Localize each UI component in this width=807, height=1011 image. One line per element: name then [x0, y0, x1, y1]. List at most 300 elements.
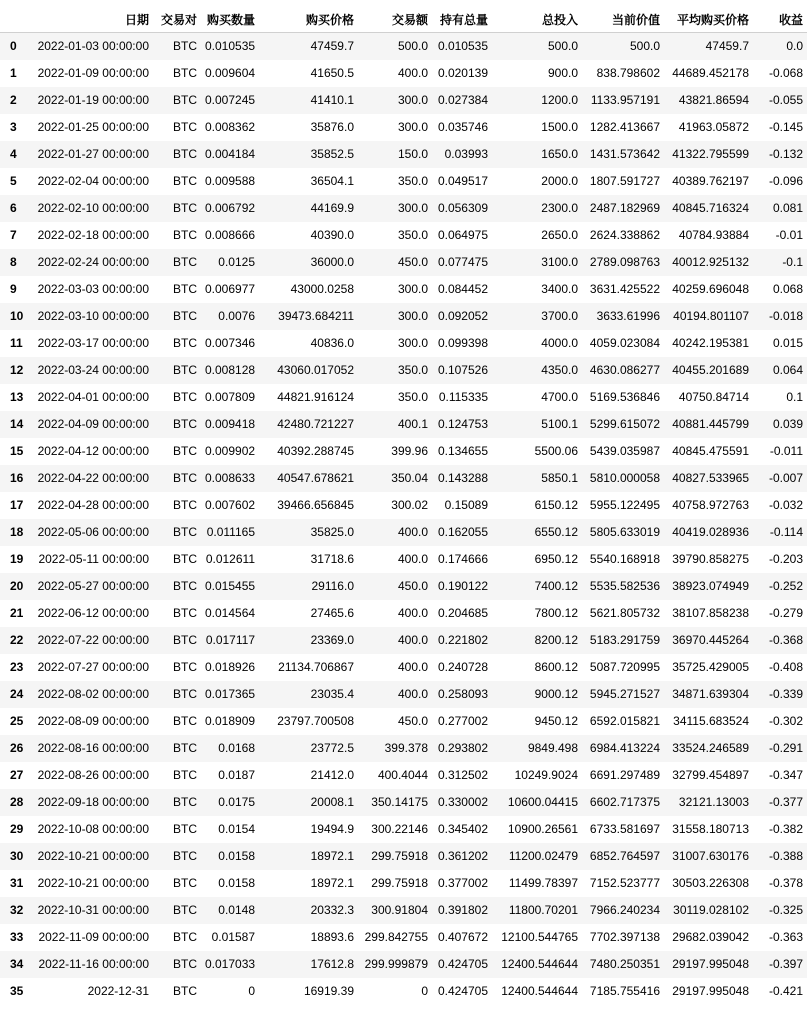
- table-cell: 0.107526: [437, 363, 488, 377]
- row-index: 20: [10, 579, 24, 593]
- row-index: 15: [10, 444, 24, 458]
- table-cell: 7152.523777: [589, 876, 660, 890]
- row-index: 26: [10, 741, 24, 755]
- table-cell: 300.02: [391, 498, 428, 512]
- table-cell: 0.115335: [438, 390, 488, 404]
- table-cell: 2022-12-31: [87, 984, 149, 998]
- table-cell: 2022-04-09 00:00:00: [37, 417, 149, 431]
- table-cell: BTC: [173, 39, 197, 54]
- row-index: 34: [10, 957, 24, 971]
- table-cell: 10900.26561: [507, 822, 578, 836]
- table-cell: 38923.074949: [672, 579, 749, 593]
- table-cell: 299.999879: [364, 957, 428, 971]
- table-cell: -0.388: [768, 849, 803, 863]
- table-cell: 2022-05-27 00:00:00: [37, 579, 149, 593]
- table-cell: 2487.182969: [589, 201, 660, 215]
- table-cell: 6602.717375: [589, 795, 660, 809]
- table-cell: 0.377002: [437, 876, 488, 890]
- table-cell: 6691.297489: [589, 768, 660, 782]
- table-cell: 11200.02479: [508, 849, 578, 863]
- table-cell: 5500.06: [534, 444, 578, 458]
- table-cell: 5087.720995: [589, 660, 660, 674]
- table-cell: 19494.9: [310, 822, 354, 836]
- table-cell: 2022-02-24 00:00:00: [37, 255, 149, 269]
- table-cell: BTC: [173, 228, 197, 242]
- table-cell: 2022-03-17 00:00:00: [37, 336, 149, 350]
- table-cell: 0.143288: [437, 471, 488, 485]
- column-header: 总投入: [492, 6, 582, 33]
- row-index: 25: [10, 714, 24, 728]
- table-cell: 0.1: [786, 390, 803, 404]
- table-cell: 5805.633019: [589, 525, 660, 539]
- table-cell: 7800.12: [534, 606, 578, 620]
- table-row: [0, 978, 807, 1005]
- table-row: [0, 762, 807, 789]
- table-cell: 0.064975: [437, 228, 488, 242]
- table-cell: 0: [421, 984, 428, 998]
- table-cell: 0.293802: [437, 741, 488, 755]
- table-cell: -0.291: [768, 741, 803, 755]
- table-cell: 30503.226308: [672, 876, 749, 890]
- table-cell: 40392.288745: [277, 444, 354, 458]
- table-cell: 0.064: [772, 363, 803, 377]
- table-cell: 0.010535: [437, 39, 488, 54]
- table-cell: 35725.429005: [672, 660, 749, 674]
- table-cell: -0.068: [768, 66, 803, 80]
- table-cell: 0.008362: [205, 120, 256, 134]
- table-row: [0, 195, 807, 222]
- table-cell: BTC: [173, 768, 197, 782]
- table-cell: 2022-10-31 00:00:00: [37, 903, 149, 917]
- table-cell: 6733.581697: [589, 822, 660, 836]
- table-cell: 34115.683524: [673, 714, 749, 728]
- table-cell: 0.361202: [437, 849, 488, 863]
- table-row: [0, 600, 807, 627]
- table-cell: -0.421: [768, 984, 803, 998]
- table-row: [0, 654, 807, 681]
- table-cell: 9849.498: [527, 741, 578, 755]
- table-cell: -0.397: [768, 957, 803, 971]
- table-cell: -0.279: [768, 606, 803, 620]
- table-cell: 5850.1: [541, 471, 578, 485]
- table-cell: 299.75918: [371, 876, 428, 890]
- table-cell: 0.020139: [437, 66, 488, 80]
- table-cell: 41410.1: [310, 93, 354, 107]
- table-cell: BTC: [173, 336, 197, 350]
- table-cell: 0.0187: [218, 768, 255, 782]
- table-cell: 20008.1: [310, 795, 354, 809]
- table-cell: 400.0: [397, 606, 428, 620]
- table-cell: 2022-07-22 00:00:00: [37, 633, 149, 647]
- table-cell: 1282.413667: [589, 120, 660, 134]
- table-cell: 0.0168: [218, 741, 255, 755]
- table-cell: BTC: [173, 741, 197, 755]
- table-cell: 21134.706867: [278, 660, 354, 674]
- table-row: [0, 546, 807, 573]
- row-index: 5: [10, 174, 17, 188]
- table-cell: BTC: [173, 120, 197, 134]
- table-row: [0, 303, 807, 330]
- table-row: [0, 60, 807, 87]
- table-cell: 0.0125: [218, 255, 255, 269]
- row-index: 35: [10, 984, 24, 998]
- table-cell: 0.010535: [205, 39, 256, 54]
- table-cell: 40389.762197: [672, 174, 749, 188]
- table-cell: 2022-01-27 00:00:00: [37, 147, 149, 161]
- table-row: [0, 816, 807, 843]
- table-row: [0, 519, 807, 546]
- table-cell: 40419.028936: [672, 525, 749, 539]
- table-cell: 21412.0: [310, 768, 354, 782]
- table-cell: 40194.801107: [673, 309, 749, 323]
- table-cell: 0.049517: [437, 174, 488, 188]
- table-cell: 31007.630176: [672, 849, 749, 863]
- table-cell: -0.302: [768, 714, 803, 728]
- row-index: 28: [10, 795, 24, 809]
- table-cell: 400.0: [397, 525, 428, 539]
- table-cell: 0.312502: [437, 768, 488, 782]
- table-cell: BTC: [173, 93, 197, 107]
- table-row: [0, 87, 807, 114]
- table-row: [0, 465, 807, 492]
- table-cell: -0.368: [768, 633, 803, 647]
- table-cell: 5183.291759: [589, 633, 660, 647]
- table-cell: 0.007245: [205, 93, 256, 107]
- table-cell: 0.006792: [205, 201, 256, 215]
- table-cell: 400.0: [397, 687, 428, 701]
- table-cell: 4700.0: [541, 390, 578, 404]
- table-cell: BTC: [173, 930, 197, 944]
- table-cell: 5439.035987: [589, 444, 660, 458]
- table-cell: BTC: [173, 903, 197, 917]
- row-index: 19: [10, 552, 24, 566]
- table-cell: -0.363: [768, 930, 803, 944]
- table-cell: BTC: [173, 147, 197, 161]
- table-cell: -0.011: [769, 444, 803, 458]
- table-cell: 0.068: [772, 282, 803, 296]
- table-cell: 18972.1: [310, 876, 354, 890]
- row-index: 31: [10, 876, 24, 890]
- column-header: 购买价格: [259, 6, 358, 33]
- row-index: 10: [10, 309, 24, 323]
- table-cell: 350.14175: [371, 795, 428, 809]
- table-cell: 2300.0: [541, 201, 578, 215]
- table-row: [0, 411, 807, 438]
- table-cell: 0.162055: [437, 525, 488, 539]
- table-cell: 0.017033: [205, 957, 256, 971]
- table-cell: 0: [248, 984, 255, 998]
- table-cell: 0.081: [772, 201, 803, 215]
- table-cell: 40259.696048: [672, 282, 749, 296]
- table-cell: BTC: [173, 579, 197, 593]
- table-row: [0, 870, 807, 897]
- table-cell: 450.0: [397, 579, 428, 593]
- table-cell: 39473.684211: [278, 309, 354, 323]
- table-cell: 2022-04-01 00:00:00: [37, 390, 149, 404]
- table-cell: 11499.78397: [508, 876, 578, 890]
- table-cell: 0.004184: [205, 147, 256, 161]
- row-index: 1: [10, 66, 17, 80]
- table-cell: 0.006977: [205, 282, 256, 296]
- table-cell: 300.0: [397, 282, 428, 296]
- table-cell: 0.124753: [437, 417, 488, 431]
- table-cell: 40784.93884: [678, 228, 749, 242]
- table-cell: 4350.0: [541, 363, 578, 377]
- table-cell: 40390.0: [310, 228, 354, 242]
- table-cell: 0.391802: [437, 903, 488, 917]
- table-cell: 2022-01-19 00:00:00: [37, 93, 149, 107]
- table-cell: BTC: [173, 957, 197, 971]
- table-cell: 2022-11-16 00:00:00: [38, 957, 149, 971]
- table-cell: 2022-09-18 00:00:00: [37, 795, 149, 809]
- table-cell: BTC: [173, 660, 197, 674]
- table-cell: 5810.000058: [589, 471, 660, 485]
- row-index: 30: [10, 849, 24, 863]
- table-cell: 399.378: [384, 741, 428, 755]
- table-cell: 0.099398: [437, 336, 488, 350]
- table-row: [0, 276, 807, 303]
- table-cell: 4630.086277: [589, 363, 660, 377]
- table-cell: 0.134655: [437, 444, 488, 458]
- table-cell: 41322.795599: [672, 147, 749, 161]
- table-cell: BTC: [173, 363, 197, 377]
- table-cell: 0.330002: [437, 795, 488, 809]
- table-cell: 2022-01-25 00:00:00: [37, 120, 149, 134]
- table-cell: -0.203: [768, 552, 803, 566]
- row-index: 23: [10, 660, 24, 674]
- table-cell: 6852.764597: [589, 849, 660, 863]
- table-cell: 7702.397138: [589, 930, 660, 944]
- table-cell: 0.258093: [437, 687, 488, 701]
- column-header: 持有总量: [432, 6, 492, 33]
- row-index: 0: [10, 39, 17, 54]
- table-cell: 0.345402: [437, 822, 488, 836]
- table-row: [0, 330, 807, 357]
- table-cell: 9450.12: [534, 714, 578, 728]
- table-row: [0, 789, 807, 816]
- table-cell: 23797.700508: [277, 714, 354, 728]
- table-row: [0, 627, 807, 654]
- table-cell: 0.027384: [437, 93, 488, 107]
- table-cell: 2022-10-08 00:00:00: [37, 822, 149, 836]
- table-cell: -0.145: [768, 120, 803, 134]
- table-cell: 35825.0: [310, 525, 354, 539]
- table-cell: 0.084452: [437, 282, 488, 296]
- table-cell: 2022-01-09 00:00:00: [37, 66, 149, 80]
- table-cell: -0.096: [768, 174, 803, 188]
- table-cell: 39466.656845: [277, 498, 354, 512]
- table-cell: 0.009902: [205, 444, 256, 458]
- table-cell: BTC: [173, 282, 197, 296]
- table-cell: -0.114: [769, 525, 803, 539]
- table-cell: BTC: [173, 417, 197, 431]
- row-index: 12: [10, 363, 24, 377]
- table-cell: 47459.7: [310, 39, 354, 54]
- table-cell: 5299.615072: [589, 417, 660, 431]
- table-row: [0, 924, 807, 951]
- table-cell: -0.018: [768, 309, 803, 323]
- table-cell: 0.009418: [205, 417, 256, 431]
- table-cell: 2022-03-03 00:00:00: [37, 282, 149, 296]
- table-row: [0, 357, 807, 384]
- table-cell: 0.039: [772, 417, 803, 431]
- table-cell: 7400.12: [534, 579, 578, 593]
- table-cell: 300.91804: [371, 903, 428, 917]
- table-cell: 36000.0: [310, 255, 354, 269]
- table-cell: BTC: [173, 498, 197, 512]
- table-row: [0, 843, 807, 870]
- table-cell: 0.0076: [218, 309, 255, 323]
- row-index: 17: [10, 498, 24, 512]
- table-cell: 27465.6: [310, 606, 354, 620]
- table-cell: BTC: [173, 876, 197, 890]
- table-cell: 838.798602: [596, 66, 660, 80]
- table-cell: 0.277002: [437, 714, 488, 728]
- table-cell: -0.055: [768, 93, 803, 107]
- table-cell: 40758.972763: [672, 498, 749, 512]
- table-cell: 44821.916124: [277, 390, 354, 404]
- table-cell: 0.017117: [205, 633, 255, 647]
- table-cell: 5169.536846: [589, 390, 660, 404]
- table-cell: 0.009604: [205, 66, 256, 80]
- table-cell: 7185.755416: [589, 984, 660, 998]
- table-cell: BTC: [173, 849, 197, 863]
- table-cell: 2022-05-11 00:00:00: [38, 552, 149, 566]
- table-cell: 29197.995048: [672, 984, 749, 998]
- table-cell: 350.0: [397, 363, 428, 377]
- row-index: 22: [10, 633, 24, 647]
- column-header: 交易额: [358, 6, 432, 33]
- table-cell: 2000.0: [541, 174, 578, 188]
- table-cell: BTC: [173, 822, 197, 836]
- table-cell: BTC: [173, 201, 197, 215]
- table-cell: 33524.246589: [672, 741, 749, 755]
- table-cell: 40012.925132: [672, 255, 749, 269]
- table-cell: 0.190122: [437, 579, 488, 593]
- table-row: [0, 951, 807, 978]
- table-cell: 11800.70201: [508, 903, 578, 917]
- row-index: 29: [10, 822, 24, 836]
- table-cell: 10249.9024: [514, 768, 578, 782]
- table-cell: 6592.015821: [589, 714, 660, 728]
- table-cell: BTC: [173, 390, 197, 404]
- table-cell: 2022-02-18 00:00:00: [37, 228, 149, 242]
- table-cell: 44689.452178: [672, 66, 749, 80]
- table-cell: 43821.86594: [678, 93, 749, 107]
- column-header: 平均购买价格: [664, 6, 753, 33]
- table-cell: 23035.4: [310, 687, 354, 701]
- table-cell: 2022-07-27 00:00:00: [37, 660, 149, 674]
- row-index: 2: [10, 93, 17, 107]
- table-row: [0, 573, 807, 600]
- table-cell: 1200.0: [541, 93, 578, 107]
- table-cell: 16919.39: [303, 984, 354, 998]
- table-cell: 0.204685: [437, 606, 488, 620]
- column-header: 购买数量: [201, 6, 259, 33]
- table-cell: 1807.591727: [589, 174, 660, 188]
- table-cell: 400.4044: [377, 768, 428, 782]
- table-cell: 8600.12: [534, 660, 578, 674]
- table-row: [0, 141, 807, 168]
- table-cell: 0.014564: [205, 606, 256, 620]
- table-cell: 0.092052: [437, 309, 488, 323]
- table-cell: -0.382: [768, 822, 803, 836]
- table-cell: 20332.3: [310, 903, 354, 917]
- table-cell: BTC: [173, 633, 197, 647]
- table-cell: 39790.858275: [672, 552, 749, 566]
- table-cell: 40242.195381: [672, 336, 749, 350]
- table-cell: 0.01587: [211, 930, 255, 944]
- table-cell: 300.0: [397, 336, 428, 350]
- table-cell: 2650.0: [541, 228, 578, 242]
- table-row: [0, 249, 807, 276]
- table-cell: 0.056309: [437, 201, 488, 215]
- table-cell: 0.012611: [205, 552, 255, 566]
- table-cell: 40836.0: [310, 336, 354, 350]
- table-cell: 7480.250351: [589, 957, 660, 971]
- table-cell: 0.174666: [437, 552, 488, 566]
- table-cell: 0.0: [786, 39, 803, 54]
- table-cell: 0.0158: [218, 876, 255, 890]
- table-cell: BTC: [173, 795, 197, 809]
- table-cell: 500.0: [547, 39, 578, 54]
- table-cell: 900.0: [547, 66, 578, 80]
- table-cell: 3400.0: [541, 282, 578, 296]
- table-cell: 34871.639304: [672, 687, 749, 701]
- table-cell: 2022-02-04 00:00:00: [37, 174, 149, 188]
- table-cell: 300.22146: [371, 822, 428, 836]
- table-cell: 47459.7: [705, 39, 749, 54]
- table-cell: 2022-08-16 00:00:00: [37, 741, 149, 755]
- table-body: [0, 33, 807, 1005]
- table-cell: 18972.1: [310, 849, 354, 863]
- table-cell: 3100.0: [541, 255, 578, 269]
- table-cell: -0.378: [768, 876, 803, 890]
- table-cell: -0.032: [768, 498, 803, 512]
- table-cell: 5621.805732: [589, 606, 660, 620]
- table-cell: 400.0: [397, 660, 428, 674]
- row-index: 18: [10, 525, 24, 539]
- table-row: [0, 438, 807, 465]
- table-cell: 0.007346: [205, 336, 256, 350]
- table-cell: BTC: [173, 714, 197, 728]
- table-cell: 18893.6: [310, 930, 354, 944]
- table-cell: 2022-05-06 00:00:00: [37, 525, 149, 539]
- table-cell: 35876.0: [310, 120, 354, 134]
- table-cell: 2022-04-22 00:00:00: [37, 471, 149, 485]
- table-cell: 500.0: [397, 39, 428, 54]
- table-cell: 0.007602: [205, 498, 256, 512]
- table-cell: 5945.271527: [589, 687, 660, 701]
- dataframe-table: [0, 6, 807, 1005]
- table-cell: 350.04: [391, 471, 428, 485]
- table-cell: 450.0: [397, 255, 428, 269]
- table-cell: BTC: [173, 444, 197, 458]
- table-cell: 12400.544644: [501, 984, 578, 998]
- table-cell: 43060.017052: [277, 363, 354, 377]
- table-cell: 2022-08-26 00:00:00: [37, 768, 149, 782]
- row-index: 33: [10, 930, 24, 944]
- table-cell: 31718.6: [310, 552, 354, 566]
- table-row: [0, 708, 807, 735]
- table-cell: 40845.475591: [672, 444, 749, 458]
- table-cell: BTC: [173, 552, 197, 566]
- table-cell: 0.018909: [205, 714, 256, 728]
- row-index: 4: [10, 147, 17, 161]
- table-cell: 2022-03-24 00:00:00: [37, 363, 149, 377]
- column-header: 当前价值: [582, 6, 664, 33]
- table-cell: 31558.180713: [672, 822, 749, 836]
